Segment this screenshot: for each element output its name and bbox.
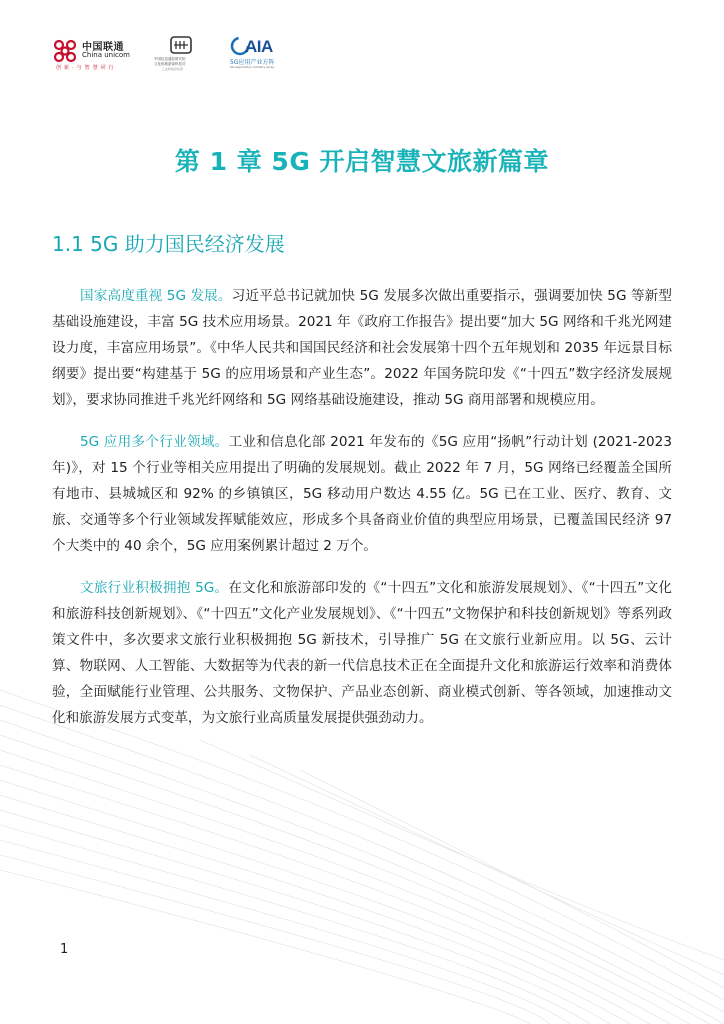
caict-logo bbox=[154, 36, 214, 72]
body-content bbox=[52, 283, 672, 731]
china-unicom-name-en: China unicom bbox=[82, 51, 130, 59]
aia-wordmark: AIA bbox=[245, 37, 273, 56]
caict-line-2: 文化和旅游部科技司 bbox=[154, 62, 186, 66]
paragraph-industry bbox=[52, 429, 672, 559]
paragraph-body: 工业和信息化部 2021 年发布的《5G 应用“扬帆”行动计划 (2021-2023 年)》，对 15 个行业等相关应用提出了明确的发展规划。截止 2022 年 7 月，5G 网络已经覆盖全国所有地市、县城城区和 92% 的乡镇镇区，5G 移动用户数达 4.55 亿。5G 已在工业、医疗、教育、文旅、交通等多个行业领域发挥赋能效应，形成多个具备商业价值的典型应用场景，已覆盖国民经济 97 个大类中的 40 余个，5G 应用案例累计超过 2 万个。 bbox=[52, 434, 672, 554]
caict-line-3: 工业和信息化部 bbox=[162, 67, 184, 71]
section-title: 1.1 5G 助力国民经济发展 bbox=[52, 232, 285, 256]
china-unicom-logo bbox=[50, 34, 140, 74]
china-unicom-slogan: 创新·与智慧同行 bbox=[56, 65, 117, 71]
caict-line-1: 中国信息通信研究院 bbox=[154, 57, 186, 61]
page-number: 1 bbox=[60, 942, 69, 957]
chapter-title: 第 1 章 5G 开启智慧文旅新篇章 bbox=[174, 147, 550, 176]
paragraph-body: 习近平总书记就加快 5G 发展多次做出重要指示，强调要加快 5G 等新型基础设施建设，丰富 5G 技术应用场景。2021 年《政府工作报告》提出要“加大 5G 网络和千兆光网建设力度，丰富应用场景”。《中华人民共和国国民经济和社会发展第十四个五年规划和 2035 年远景目标纲要》提出要“构建基于 5G 的应用场景和产业生态”。2022 年国务院印发《“十四五”数字经济发展规划》，要求协同推进千兆光纤网络和 5G 网络基础设施建设，推动 5G 商用部署和规模应用。 bbox=[52, 288, 672, 408]
paragraph-tourism bbox=[52, 575, 672, 731]
paragraph-body: 在文化和旅游部印发的《“十四五”文化和旅游发展规划》、《“十四五”文化和旅游科技创新规划》、《“十四五”文化产业发展规划》、《“十四五”文物保护和科技创新规划》等系列政策文件中，多次要求文旅行业积极拥抱 5G 新技术，引导推广 5G 在文旅行业新应用。以 5G、云计算、物联网、人工智能、大数据等为代表的新一代信息技术正在全面提升文化和旅游运行效率和消费体验，全面赋能行业管理、公共服务、文物保护、产品业态创新、商业模式创新、等各领域，加速推动文化和旅游发展方式变革，为文旅行业高质量发展提供强劲动力。 bbox=[52, 580, 672, 726]
aia-logo bbox=[230, 34, 310, 70]
paragraph-lead: 5G 应用多个行业领域。 bbox=[80, 434, 229, 450]
paragraph-lead: 文旅行业积极拥抱 5G。 bbox=[80, 580, 229, 596]
china-unicom-knot-icon bbox=[50, 36, 80, 66]
page-header bbox=[50, 34, 310, 74]
paragraph-policy bbox=[52, 283, 672, 413]
aia-name-cn: 5G应用产业方阵 bbox=[230, 59, 275, 66]
caict-mark-icon bbox=[170, 36, 192, 54]
china-unicom-name-cn: 中国联通 bbox=[82, 42, 124, 53]
paragraph-lead: 国家高度重视 5G 发展。 bbox=[80, 288, 232, 304]
aia-name-en: 5G Application Industry Array bbox=[230, 65, 275, 69]
